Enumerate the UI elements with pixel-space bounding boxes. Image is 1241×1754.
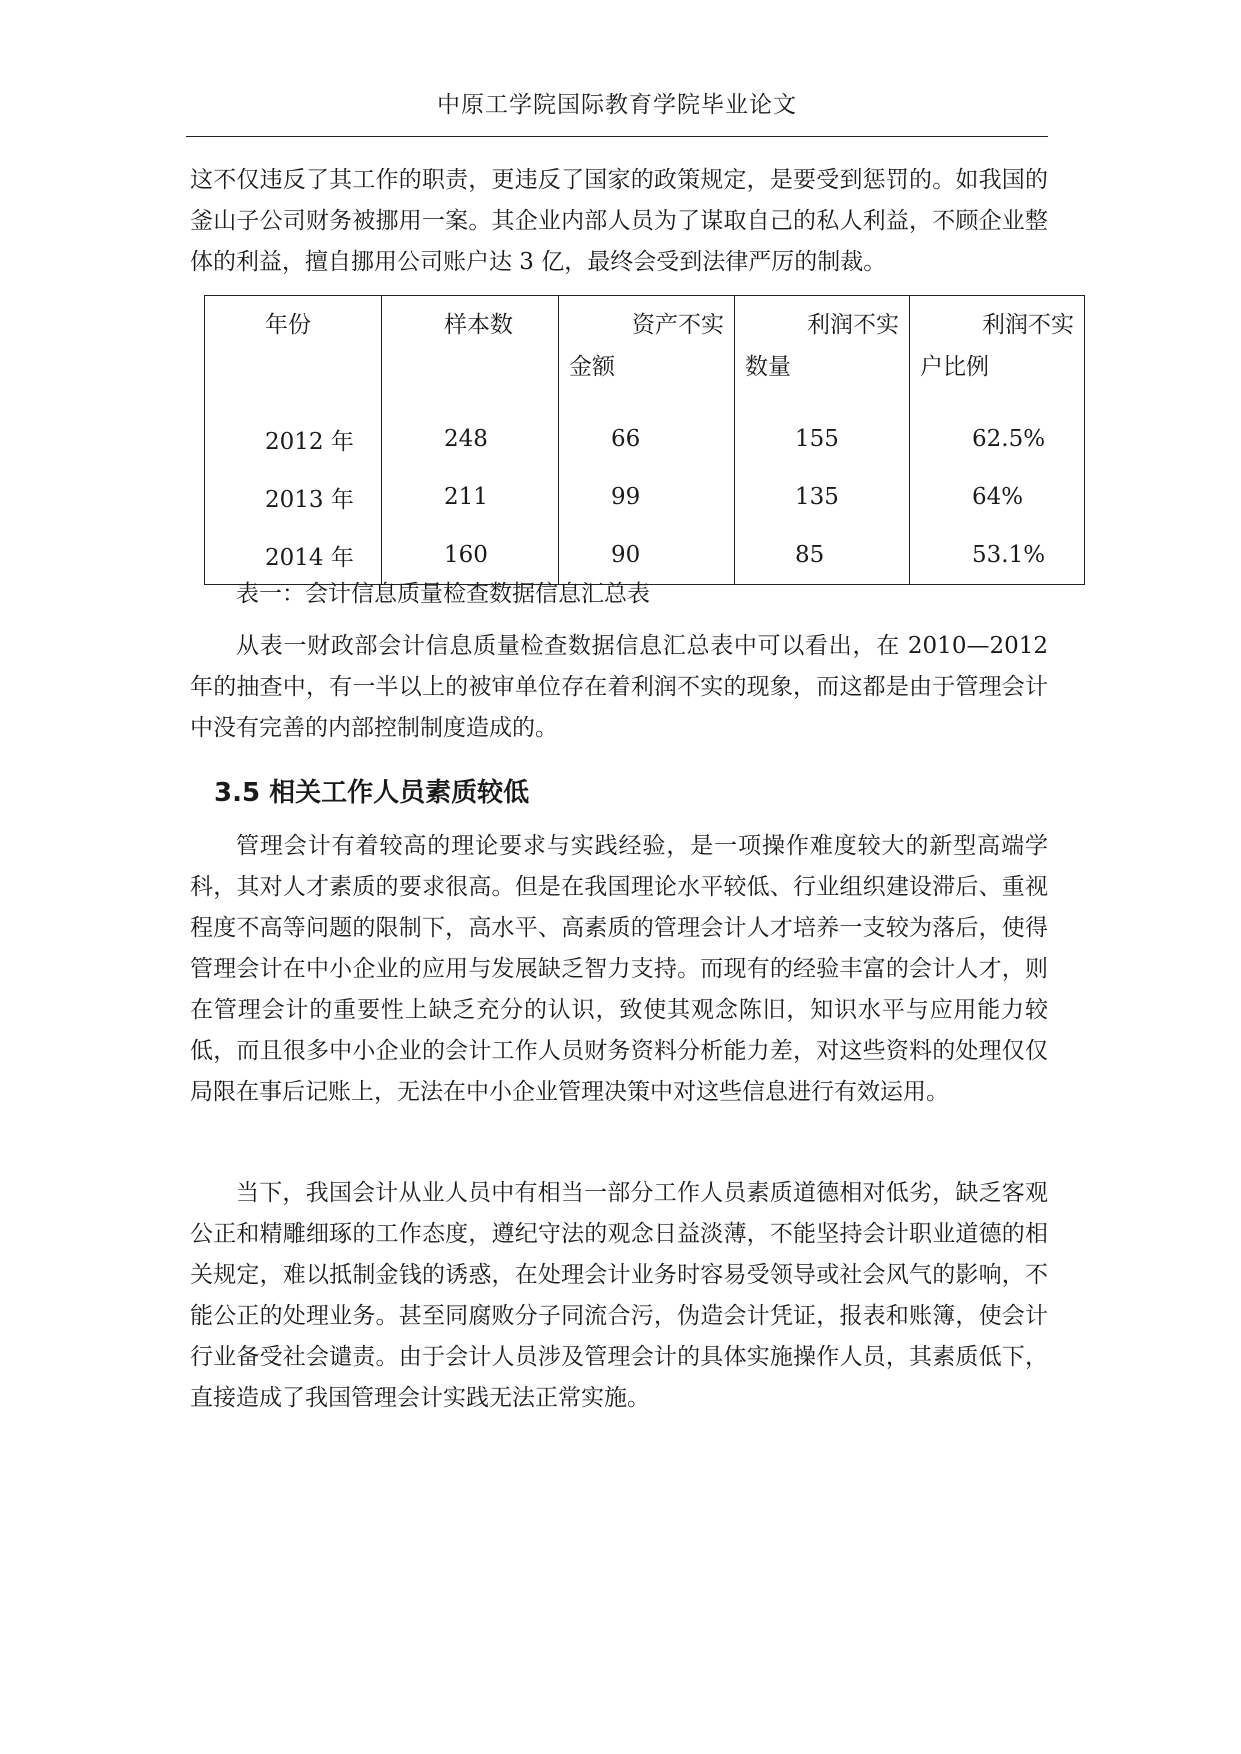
table-cell: 2013 年: [265, 486, 354, 513]
header-cell-year: [205, 296, 382, 411]
table-cell: 135: [795, 484, 839, 510]
section-heading: 3.5 相关工作人员素质较低: [214, 778, 530, 808]
table-row: [205, 468, 1085, 526]
paragraph-1: 这不仅违反了其工作的职责，更违反了国家的政策规定，是要受到惩罚的。如我国的釜山子公司财务被挪用一案。其企业内部人员为了谋取自己的私人利益，不顾企业整体的利益，擅自挪用公司账户达 3 亿，最终会受到法律严厉的制裁。: [190, 167, 1048, 275]
header-rule: [186, 136, 1048, 137]
paragraph-4: 当下，我国会计从业人员中有相当一部分工作人员素质道德相对低劣，缺乏客观公正和精雕细琢的工作态度，遵纪守法的观念日益淡薄，不能坚持会计职业道德的相关规定，难以抵制金钱的诱惑，在处理会计业务时容易受领导或社会风气的影响，不能公正的处理业务。甚至同腐败分子同流合污，伪造会计凭证，报表和账簿，使会计行业备受社会谴责。由于会计人员涉及管理会计的具体实施操作人员，其素质低下，直接造成了我国管理会计实践无法正常实施。: [190, 1180, 1048, 1411]
table-cell: 211: [444, 484, 488, 510]
table-cell: 64%: [972, 484, 1024, 510]
header-year-label: 年份: [265, 312, 311, 338]
header-cell-profit-ratio: [910, 296, 1085, 411]
table-caption: 表一：会计信息质量检查数据信息汇总表: [236, 581, 650, 607]
table-cell: 53.1%: [972, 542, 1046, 568]
running-header: 中原工学院国际教育学院毕业论文: [437, 92, 797, 118]
header-cell-samples: [382, 296, 559, 411]
table-header-row: [205, 296, 1085, 411]
header-profit-count-line2: 数量: [745, 354, 791, 380]
table-cell: 155: [795, 426, 839, 452]
header-cell-profit-count: [735, 296, 910, 411]
paragraph-2: 从表一财政部会计信息质量检查数据信息汇总表中可以看出，在 2010—2012 年的抽查中，有一半以上的被审单位存在着利润不实的现象，而这都是由于管理会计中没有完善的内部控制制度造成的。: [190, 633, 1048, 741]
table-cell: 248: [444, 426, 488, 452]
table-cell: 66: [611, 426, 641, 452]
table-cell: 99: [611, 484, 641, 510]
header-cell-asset: [559, 296, 735, 411]
header-profit-count-line1: 利润不实: [807, 312, 899, 338]
table-cell: 160: [444, 542, 488, 568]
table-cell: 62.5%: [972, 426, 1046, 452]
header-samples-label: 样本数: [444, 312, 513, 338]
table-cell: 90: [611, 542, 641, 568]
header-profit-ratio-line1: 利润不实: [982, 312, 1074, 338]
paragraph-3: 管理会计有着较高的理论要求与实践经验，是一项操作难度较大的新型高端学科，其对人才素质的要求很高。但是在我国理论水平较低、行业组织建设滞后、重视程度不高等问题的限制下，高水平、高素质的管理会计人才培养一支较为落后，使得管理会计在中小企业的应用与发展缺乏智力支持。而现有的经验丰富的会计人才，则在管理会计的重要性上缺乏充分的认识，致使其观念陈旧，知识水平与应用能力较低，而且很多中小企业的会计工作人员财务资料分析能力差，对这些资料的处理仅仅局限在事后记账上，无法在中小企业管理决策中对这些信息进行有效运用。: [190, 833, 1048, 1105]
table-row: [205, 410, 1085, 468]
table-cell: 2014 年: [265, 544, 354, 571]
header-profit-ratio-line2: 户比例: [920, 354, 989, 380]
table-cell: 2012 年: [265, 428, 354, 455]
header-asset-line1: 资产不实: [632, 312, 724, 338]
header-asset-line2: 金额: [569, 354, 615, 380]
data-table: [204, 295, 1085, 585]
table-cell: 85: [795, 542, 825, 568]
